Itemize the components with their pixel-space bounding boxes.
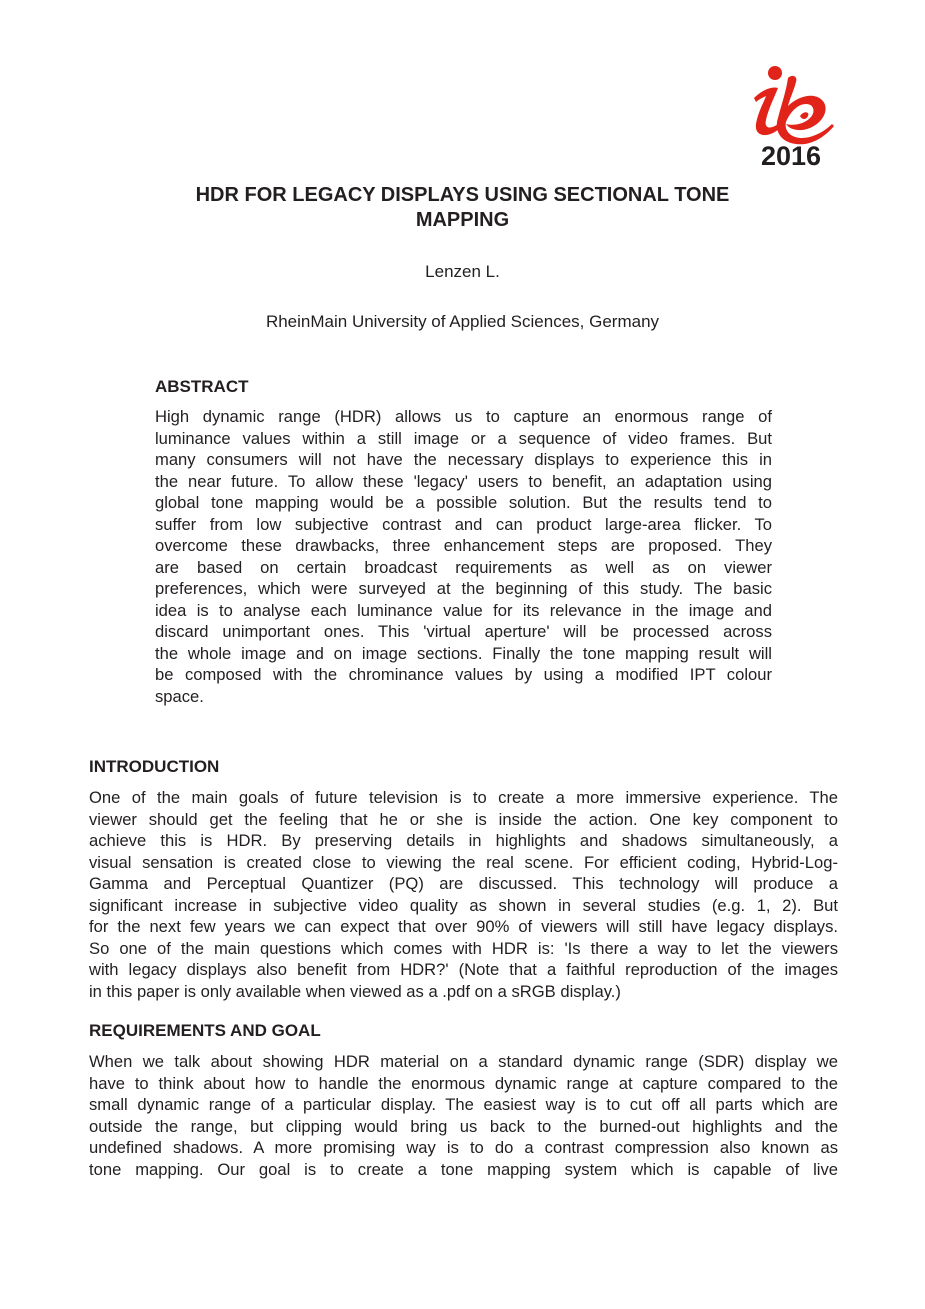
text-line: achieve this is HDR. By preserving details in highlights and shadows simultaneously, a bbox=[89, 831, 838, 850]
text-line: small dynamic range of a particular display. The easiest way is to cut off all parts which are bbox=[89, 1095, 838, 1114]
author: Lenzen L. bbox=[425, 262, 500, 281]
text-line: One of the main goals of future television is to create a more immersive experience. The bbox=[89, 788, 838, 807]
affiliation: RheinMain University of Applied Sciences, Germany bbox=[265, 312, 660, 331]
text-line: the whole image and on image sections. Finally the tone mapping result will bbox=[155, 643, 772, 663]
text-line: luminance values within a still image or a sequence of video frames. But bbox=[155, 428, 772, 448]
text-line: visual sensation is created close to viewing the real scene. For efficient coding, Hybrid-Log- bbox=[89, 852, 838, 872]
text-line: for the next few years we can expect that over 90% of viewers will still have legacy displays. bbox=[89, 917, 838, 936]
text-line: the near future. To allow these 'legacy' users to benefit, an adaptation using bbox=[155, 471, 772, 491]
abstract-heading: ABSTRACT bbox=[155, 377, 249, 396]
text-line: tone mapping. Our goal is to create a tone mapping system which is capable of live bbox=[89, 1159, 838, 1179]
logo-year: 2016 bbox=[760, 141, 822, 168]
requirements-heading: REQUIREMENTS AND GOAL bbox=[89, 1021, 321, 1040]
text-line: global tone mapping would be a possible solution. But the results tend to bbox=[155, 493, 772, 512]
paper-title bbox=[100, 183, 825, 233]
text-line: When we talk about showing HDR material on a standard dynamic range (SDR) display we bbox=[89, 1052, 838, 1071]
introduction-heading: INTRODUCTION bbox=[89, 757, 220, 776]
ibc-2016-logo bbox=[748, 64, 834, 168]
requirements-body bbox=[89, 1051, 838, 1180]
text-line: with legacy displays also benefit from HDR?' (Note that a faithful reproduction of the images bbox=[89, 960, 838, 979]
abstract-body bbox=[155, 406, 772, 707]
text-line: space. bbox=[155, 686, 204, 706]
text-line: suffer from low subjective contrast and can product large-area flicker. To bbox=[155, 514, 772, 534]
text-line: in this paper is only available when viewed as a .pdf on a sRGB display.) bbox=[89, 981, 621, 1001]
text-line: be composed with the chrominance values by using a modified IPT colour bbox=[155, 665, 772, 684]
text-line: significant increase in subjective video quality as shown in several studies (e.g. 1, 2). But bbox=[89, 895, 838, 915]
text-line: many consumers will not have the necessary displays to experience this in bbox=[155, 450, 772, 469]
text-line: discard unimportant ones. This 'virtual aperture' will be processed across bbox=[155, 622, 772, 641]
title-line: MAPPING bbox=[415, 209, 510, 231]
introduction-body bbox=[89, 787, 838, 1002]
text-line: preferences, which were surveyed at the beginning of this study. The basic bbox=[155, 579, 772, 598]
text-line: Gamma and Perceptual Quantizer (PQ) are discussed. This technology will produce a bbox=[89, 874, 838, 893]
text-line: viewer should get the feeling that he or she is inside the action. One key component to bbox=[89, 809, 838, 829]
text-line: outside the range, but clipping would bring us back to the burned-out highlights and the bbox=[89, 1116, 838, 1136]
text-line: have to think about how to handle the enormous dynamic range at capture compared to the bbox=[89, 1073, 838, 1093]
text-line: High dynamic range (HDR) allows us to capture an enormous range of bbox=[155, 407, 772, 426]
text-line: overcome these drawbacks, three enhancement steps are proposed. They bbox=[155, 536, 772, 555]
text-line: So one of the main questions which comes with HDR is: 'Is there a way to let the viewers bbox=[89, 938, 838, 958]
text-line: undefined shadows. A more promising way is to do a contrast compression also known as bbox=[89, 1138, 838, 1157]
title-line: HDR FOR LEGACY DISPLAYS USING SECTIONAL TONE bbox=[195, 184, 730, 206]
text-line: idea is to analyse each luminance value for its relevance in the image and bbox=[155, 600, 772, 620]
text-line: are based on certain broadcast requirements as well as on viewer bbox=[155, 557, 772, 577]
